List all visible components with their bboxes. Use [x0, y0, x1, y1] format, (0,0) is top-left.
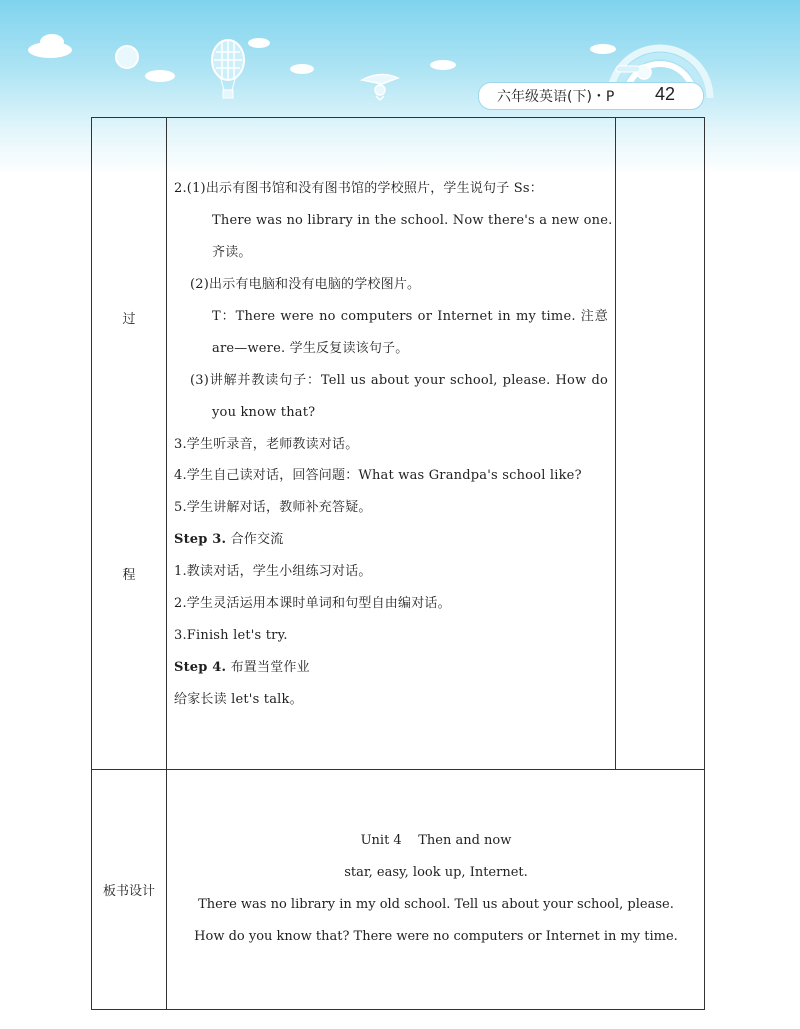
label-board-design: 板书设计	[102, 884, 155, 899]
item5: 5.学生讲解对话，教师补充答疑。	[174, 500, 372, 515]
item3: 3.学生听录音，老师教读对话。	[174, 437, 359, 452]
table-divider	[91, 769, 705, 770]
page-number: 42	[655, 84, 676, 104]
step3-title: 合作交流	[230, 532, 284, 547]
book-title-badge	[478, 82, 704, 110]
cloud-decoration	[430, 60, 456, 70]
item2-read: 齐读。	[212, 245, 252, 260]
board-title: Unit 4 Then and now	[360, 833, 512, 848]
item2-3-cont: you know that?	[212, 405, 316, 420]
step3-item1: 1.教读对话，学生小组练习对话。	[174, 564, 372, 579]
label-guo: 过	[122, 312, 136, 327]
step3-heading	[174, 532, 283, 548]
item2-2-teacher: T：There were no computers or Internet in my time. 注意	[212, 309, 608, 324]
step4-heading	[174, 660, 310, 676]
item2-title: 2.(1)出示有图书馆和没有图书馆的学校照片，学生说句子 Ss：	[174, 181, 543, 196]
step4-title: 布置当堂作业	[230, 660, 310, 675]
item2-2: (2)出示有电脑和没有电脑的学校图片。	[190, 277, 421, 292]
sun-icon	[115, 45, 139, 69]
cloud-decoration	[40, 34, 64, 50]
step3-item3: 3.Finish let's try.	[174, 628, 288, 643]
step4-label: Step 4.	[174, 660, 227, 675]
table-divider	[615, 117, 616, 769]
hot-air-balloon-icon	[210, 38, 246, 104]
item2-2-note: are—were. 学生反复读该句子。	[212, 341, 409, 356]
item2-sentence: There was no library in the school. Now there's a new one.	[212, 213, 613, 228]
board-words: star, easy, look up, Internet.	[344, 865, 528, 880]
book-title: 六年级英语(下)・P	[497, 89, 615, 105]
step3-label: Step 3.	[174, 532, 227, 547]
cloud-decoration	[248, 38, 270, 48]
item2-3: (3)讲解并教读句子：Tell us about your school, please. How do	[190, 373, 608, 388]
step3-item2: 2.学生灵活运用本课时单词和句型自由编对话。	[174, 596, 451, 611]
homework: 给家长读 let's talk。	[174, 692, 303, 707]
glider-icon	[360, 68, 400, 102]
label-cheng: 程	[122, 568, 136, 583]
board-sentence2: How do you know that? There were no computers or Internet in my time.	[194, 929, 678, 944]
item4: 4.学生自己读对话，回答问题：What was Grandpa's school like?	[174, 468, 582, 483]
board-sentence1: There was no library in my old school. Tell us about your school, please.	[198, 897, 674, 912]
cloud-decoration	[290, 64, 314, 74]
cloud-decoration	[145, 70, 175, 82]
